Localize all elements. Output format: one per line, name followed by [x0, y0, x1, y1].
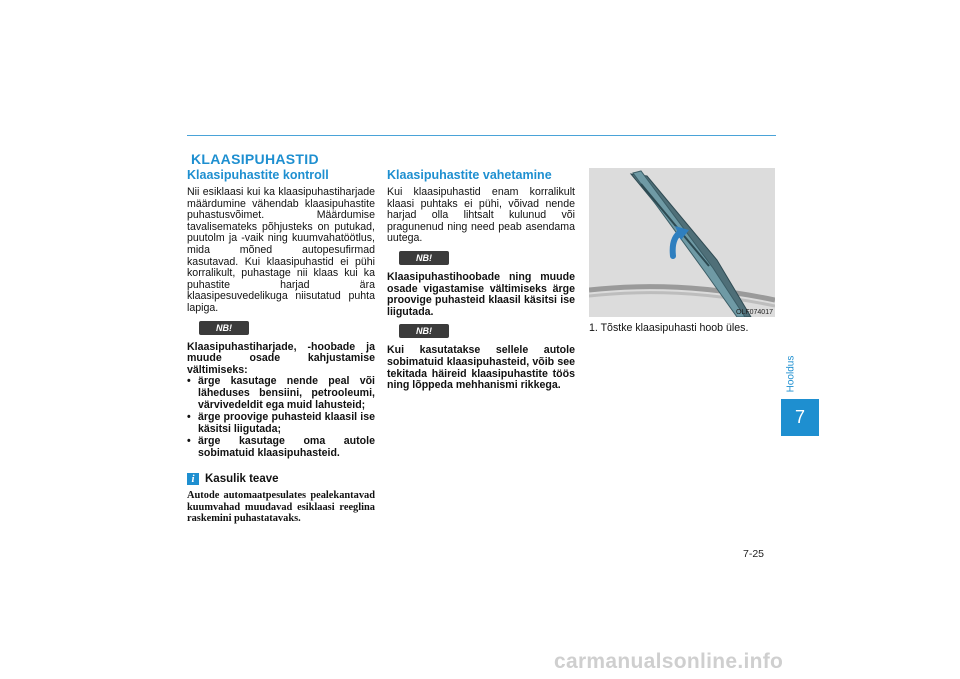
nb-badge: NB! [199, 321, 249, 335]
section-title: KLAASIPUHASTID [191, 151, 319, 167]
chapter-number-box: 7 [781, 399, 819, 436]
figure-caption: 1. Tõstke klaasipuhasti hoob üles. [589, 322, 749, 334]
column-replacement [387, 168, 575, 392]
info-icon: i [187, 473, 199, 485]
list-item: • ärge kasutage nende peal või läheduses bensiini, petrooleumi, värvivedeldit ega muid lahusteid; [187, 375, 375, 411]
page-number: 7-25 [743, 548, 765, 560]
paragraph-inspection: Nii esiklaasi kui ka klaasipuhastiharjade määrdumine vähendab klaasipuhastite puhastusvõimet. Määrdumise tavalisemateks põhjusteks on putukad, puutolm ja -vaik ning kuumvahatöötlus, mida mõned autopesufirmad kasutavad. Kui klaasipuhastid ei pühi korralikult, puhastage nii klaas kui ka puhastite harjad ära klaasipesuvedelikuga niisutatud puhta lapiga. [187, 186, 375, 314]
column-inspection [187, 168, 375, 525]
info-header [187, 473, 375, 485]
nb-badge: NB! [399, 251, 449, 265]
list-item: • ärge proovige puhasteid klaasil ise käsitsi liigutada; [187, 411, 375, 435]
column-figure [589, 168, 775, 334]
watermark: carmanualsonline.info [554, 650, 784, 673]
info-title: Kasulik teave [205, 473, 279, 486]
heading-replacement: Klaasipuhastite vahetamine [387, 168, 552, 182]
heading-inspection: Klaasipuhastite kontroll [187, 168, 329, 182]
wiper-figure [589, 168, 775, 317]
top-rule [187, 135, 776, 136]
list-item: • ärge kasutage oma autole sobimatuid klaasipuhasteid. [187, 435, 375, 459]
nb-badge: NB! [399, 324, 449, 338]
chapter-side-label: Hooldus [785, 355, 797, 393]
figure-code: OLF074017 [736, 309, 773, 316]
info-text: Autode automaatpesulates pealekantavad kuumvahad muudavad esiklaasi reeglina raskemini puhastatavaks. [187, 490, 375, 525]
bullet-list [187, 376, 375, 459]
nb-text: Klaasipuhastiharjade, -hoobade ja muude osade kahjustamise vältimiseks: [187, 340, 375, 376]
nb-text: Kui kasutatakse sellele autole sobimatuid klaasipuhasteid, võib see tekitada häireid klaasipuhastite töös ning lõppeda mehhanismi rikkega. [387, 344, 575, 392]
nb-text: Klaasipuhastihoobade ning muude osade vigastamise vältimiseks ärge proovige puhasteid klaasil käsitsi ise liigutada. [387, 270, 575, 318]
paragraph-replacement: Kui klaasipuhastid enam korralikult klaasi puhtaks ei pühi, võivad nende harjad olla lihtsalt kulunud või pragunenud ning need peab asendama uutega. [387, 186, 575, 245]
wiper-illustration [589, 168, 775, 317]
